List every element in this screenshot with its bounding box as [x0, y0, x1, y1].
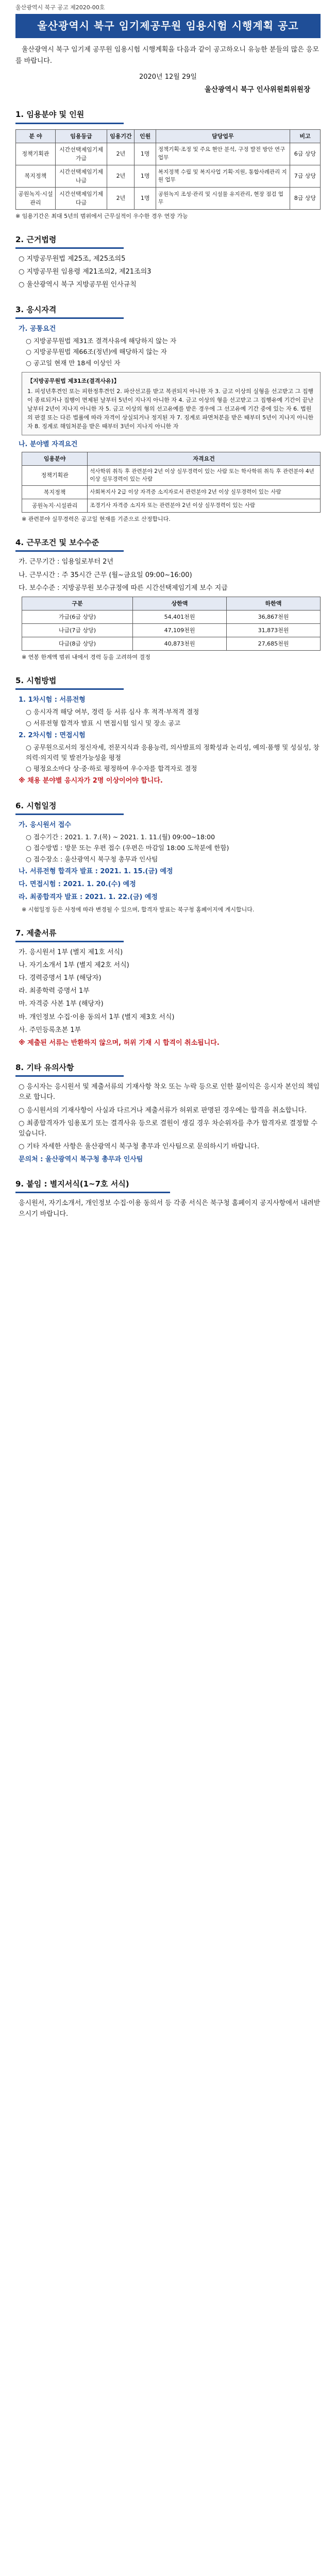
table-cell: 공원녹지·시설관리 [16, 187, 56, 209]
notice-number: 울산광역시 북구 공고 제2020-00호 [15, 4, 105, 11]
table-header-cell: 인원 [135, 129, 156, 143]
schedule-step: 가. 응시원서 접수 [19, 821, 71, 829]
table-row [22, 623, 321, 637]
positions-table [15, 129, 321, 210]
caution-item: ○ 응시원서의 기재사항이 사실과 다르거나 제출서류가 허위로 판명된 경우에는 합격을 취소합니다. [19, 1106, 307, 1114]
method-detail: ○ 공무원으로서의 정신자세, 전문지식과 응용능력, 의사발표의 정확성과 논리성, 예의·품행 및 성실성, 창의력·의지력 및 발전가능성을 평정 [26, 743, 320, 761]
table-cell: 7급 상당 [290, 165, 320, 187]
disqualification-box-title: 【지방공무원법 제31조(결격사유)】 [27, 378, 120, 385]
document-item: 사. 주민등록초본 1부 [19, 1026, 81, 1034]
document-item: 가. 응시원서 1부 (별지 제1호 서식) [19, 948, 123, 956]
table-cell: 다급(8급 상당) [22, 637, 133, 650]
table-cell: 54,401천원 [133, 610, 227, 623]
condition-item: 나. 근무시간 : 주 35시간 근무 (월~금요일 09:00~16:00) [19, 571, 192, 579]
method-step: 2. 2차시험 : 면접시험 [19, 732, 86, 740]
table-header-cell: 담당업무 [156, 129, 290, 143]
method-note: ※ 채용 분야별 응시자가 2명 이상이어야 합니다. [19, 777, 163, 785]
table-header-cell: 자격요건 [88, 452, 321, 465]
table-header-cell: 임용등급 [55, 129, 107, 143]
caution-item: ○ 응시자는 응시원서 및 제출서류의 기재사항 착오 또는 누락 등으로 인한 불이익은 응시자 본인의 책임으로 합니다. [19, 1083, 320, 1101]
table-cell: 사회복지사 2급 이상 자격증 소지자로서 관련분야 2년 이상 실무경력이 있는 사람 [88, 486, 321, 499]
table-cell: 2년 [107, 165, 135, 187]
section-qualification-title: 3. 응시자격 [15, 304, 124, 319]
section-cautions-title: 8. 기타 유의사항 [15, 1062, 124, 1077]
qualification-table-header-row [22, 452, 321, 465]
table-cell: 31,873천원 [226, 623, 320, 637]
table-cell: 시간선택제임기제 나급 [55, 165, 107, 187]
table-cell: 석사학위 취득 후 관련분야 2년 이상 실무경력이 있는 사람 또는 학사학위 취득 후 관련분야 4년 이상 실무경력이 있는 사람 [88, 465, 321, 485]
schedule-step: 나. 서류전형 합격자 발표 : 2021. 1. 15.(금) 예정 [19, 868, 173, 876]
law-item: ○ 지방공무원 임용령 제21조의2, 제21조의3 [19, 268, 152, 276]
document-item: 라. 최종학력 증명서 1부 [19, 987, 90, 995]
contact-info: 문의처 : 울산광역시 북구청 총무과 인사팀 [19, 1156, 143, 1164]
caution-item: ○ 최종합격자가 임용포기 또는 결격사유 등으로 결원이 생길 경우 차순위자를 추가 합격자로 결정할 수 있습니다. [19, 1119, 317, 1138]
table-cell: 복지정책 [22, 486, 88, 499]
qualification-table [22, 452, 321, 513]
salary-table [22, 597, 321, 651]
section-documents-title: 7. 제출서류 [15, 927, 124, 942]
table-header-cell: 구분 [22, 597, 133, 610]
condition-item: 다. 보수수준 : 지방공무원 보수규정에 따른 시간선택제임기제 보수 지급 [19, 584, 228, 592]
table-cell: 조경기사 자격증 소지자 또는 관련분야 2년 이상 실무경력이 있는 사람 [88, 499, 321, 513]
table-cell: 공원녹지·시설관리 [22, 499, 88, 513]
qualification-note: ※ 관련분야 실무경력은 공고일 현재를 기준으로 산정합니다. [22, 516, 171, 523]
table-row [16, 143, 321, 165]
table-cell: 나급(7급 상당) [22, 623, 133, 637]
table-header-cell: 임용분야 [22, 452, 88, 465]
notice-date: 2020년 12월 29일 [139, 73, 197, 81]
table-header-cell: 상한액 [133, 597, 227, 610]
condition-item: 가. 근무기간 : 임용일로부터 2년 [19, 558, 114, 566]
section-conditions-title: 4. 근무조건 및 보수수준 [15, 537, 124, 552]
attachment-note: 응시원서, 자기소개서, 개인정보 수집·이용 동의서 등 각종 서식은 북구청 홈페이지 공지사항에서 내려받으시기 바랍니다. [19, 1199, 321, 1218]
table-cell: 정책기획관 [16, 143, 56, 165]
positions-table-header-row [16, 129, 321, 143]
law-item: ○ 지방공무원법 제25조, 제25조의5 [19, 255, 126, 263]
table-cell: 8급 상당 [290, 187, 320, 209]
notice-intro: 울산광역시 북구 임기제 공무원 임용시험 시행계획을 다음과 같이 공고하오니 유능한 분들의 많은 응모를 바랍니다. [15, 46, 320, 65]
qualification-item: ○ 공고일 현재 만 18세 이상인 자 [26, 359, 121, 367]
table-cell: 36,867천원 [226, 610, 320, 623]
qualification-common-heading: 가. 공통요건 [19, 325, 56, 333]
section-positions-title: 1. 임용분야 및 인원 [15, 109, 124, 124]
table-cell: 가급(6급 상당) [22, 610, 133, 623]
page-end-spacer [15, 1221, 321, 1242]
law-item: ○ 울산광역시 북구 지방공무원 인사규칙 [19, 281, 137, 289]
section-law-title: 2. 근거법령 [15, 234, 124, 249]
table-cell: 정책기획·조정 및 주요 현안 분석, 구정 발전 방안 연구 업무 [156, 143, 290, 165]
salary-table-header-row [22, 597, 321, 610]
positions-note: ※ 임용기간은 최대 5년의 범위에서 근무실적이 우수한 경우 연장 가능 [15, 212, 188, 219]
section-method-title: 5. 시험방법 [15, 675, 124, 690]
table-cell: 시간선택제임기제 다급 [55, 187, 107, 209]
table-cell: 40,873천원 [133, 637, 227, 650]
method-detail: ○ 응시자격 해당 여부, 경력 등 서류 심사 후 적격·부적격 결정 [26, 708, 199, 716]
table-header-cell: 임용기간 [107, 129, 135, 143]
notice-title: 울산광역시 북구 임기제공무원 임용시험 시행계획 공고 [15, 14, 321, 38]
table-cell: 1명 [135, 187, 156, 209]
table-cell: 복지정책 [16, 165, 56, 187]
caution-item: ○ 기타 자세한 사항은 울산광역시 북구청 총무과 인사팀으로 문의하시기 바랍니다. [19, 1142, 260, 1150]
method-detail: ○ 평정요소마다 상·중·하로 평정하여 우수자를 합격자로 결정 [26, 765, 197, 773]
table-header-cell: 비고 [290, 129, 320, 143]
table-cell: 공원녹지 조성·관리 및 시설물 유지관리, 현장 점검 업무 [156, 187, 290, 209]
schedule-step: 라. 최종합격자 발표 : 2021. 1. 22.(금) 예정 [19, 893, 158, 902]
disqualification-box-text: 1. 피성년후견인 또는 피한정후견인 2. 파산선고를 받고 복권되지 아니한 자 3. 금고 이상의 실형을 선고받고 그 집행이 종료되거나 집행이 면제된 날부터 5년이 지나지 아니한 자 4. 금고 이상의 형을 선고받고 그 집행유예 기간이 끝난 날부터 2년이 지나지 아니한 자 5. 금고 이상의 형의 선고유예를 받은 경우에 그 선고유예 기간 중에 있는 자 6. 법원의 판결 또는 다른 법률에 따라 자격이 상실되거나 정지된 자 7. 징계로 파면처분을 받은 때부터 5년이 지나지 아니한 자 8. 징계로 해임처분을 받은 때부터 3년이 지나지 아니한 자 [27, 388, 314, 430]
table-header-cell: 분 야 [16, 129, 56, 143]
table-row [22, 465, 321, 485]
schedule-detail: ○ 접수기간 : 2021. 1. 7.(목) ~ 2021. 1. 11.(월) 09:00~18:00 [26, 833, 215, 841]
table-cell: 2년 [107, 187, 135, 209]
document-item: 나. 자기소개서 1부 (별지 제2호 서식) [19, 961, 129, 969]
salary-note: ※ 연봉 한계액 범위 내에서 경력 등을 고려하여 결정 [22, 654, 150, 661]
table-header-cell: 하한액 [226, 597, 320, 610]
document-item: 바. 개인정보 수집·이용 동의서 1부 (별지 제3호 서식) [19, 1013, 175, 1021]
table-row [22, 499, 321, 513]
table-cell: 복지정책 수립 및 복지사업 기획·지원, 통합사례관리 지원 업무 [156, 165, 290, 187]
qualification-specific-heading: 나. 분야별 자격요건 [19, 440, 78, 449]
table-cell: 27,685천원 [226, 637, 320, 650]
table-row [16, 165, 321, 187]
table-row [22, 637, 321, 650]
table-cell: 시간선택제임기제 가급 [55, 143, 107, 165]
schedule-step: 다. 면접시험 : 2021. 1. 20.(수) 예정 [19, 880, 136, 889]
method-detail: ○ 서류전형 합격자 발표 시 면접시험 일시 및 장소 공고 [26, 719, 181, 727]
schedule-note: ※ 시험일정 등은 사정에 따라 변경될 수 있으며, 합격자 발표는 북구청 홈페이지에 게시합니다. [22, 906, 255, 913]
documents-note: ※ 제출된 서류는 반환하지 않으며, 허위 기재 시 합격이 취소됩니다. [19, 1039, 220, 1047]
table-row [16, 187, 321, 209]
table-cell: 1명 [135, 165, 156, 187]
table-row [22, 486, 321, 499]
table-cell: 47,109천원 [133, 623, 227, 637]
schedule-detail: ○ 접수장소 : 울산광역시 북구청 총무과 인사팀 [26, 855, 158, 863]
method-step: 1. 1차시험 : 서류전형 [19, 696, 86, 704]
document-item: 마. 자격증 사본 1부 (해당자) [19, 1000, 104, 1008]
table-row [22, 610, 321, 623]
notice-org: 울산광역시 북구 인사위원회위원장 [204, 86, 310, 94]
table-cell: 정책기획관 [22, 465, 88, 485]
section-schedule-title: 6. 시험일정 [15, 800, 124, 815]
table-cell: 1명 [135, 143, 156, 165]
schedule-detail: ○ 접수방법 : 방문 또는 우편 접수 (우편은 마감일 18:00 도착분에 한함) [26, 844, 229, 852]
qualification-item: ○ 지방공무원법 제66조(정년)에 해당하지 않는 자 [26, 348, 167, 356]
qualification-item: ○ 지방공무원법 제31조 결격사유에 해당하지 않는 자 [26, 336, 177, 345]
document-item: 다. 경력증명서 1부 (해당자) [19, 974, 102, 982]
disqualification-box [22, 372, 321, 435]
table-cell: 2년 [107, 143, 135, 165]
table-cell: 6급 상당 [290, 143, 320, 165]
section-attachment-title: 9. 붙임 : 별지서식(1~7호 서식) [15, 1178, 170, 1193]
